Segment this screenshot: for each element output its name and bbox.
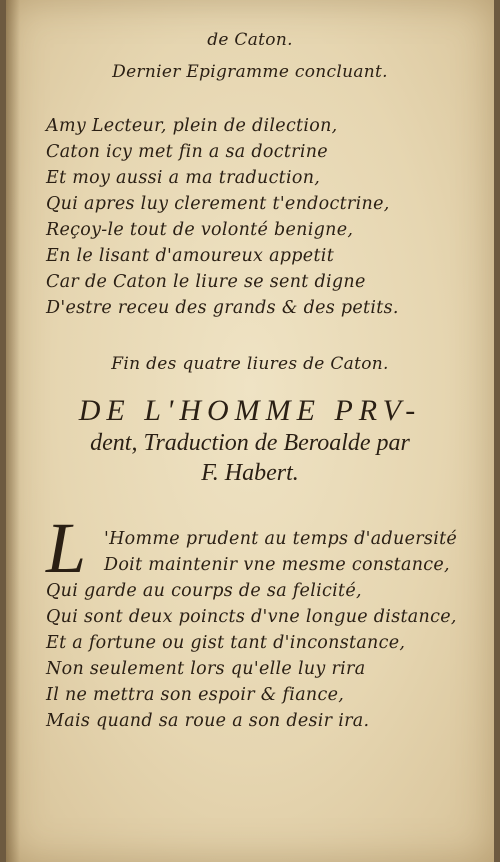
chapter-heading-line: dent, Traduction de Beroalde par <box>90 430 410 456</box>
verse-line: Amy Lecteur, plein de dilection, <box>46 116 338 136</box>
chapter-heading-line: DE L'HOMME PRV- <box>78 394 422 427</box>
verse-line: Non seulement lors qu'elle luy rira <box>46 659 366 679</box>
drop-cap: L <box>46 508 87 588</box>
verse-line: Il ne mettra son espoir & fiance, <box>46 685 345 705</box>
verse-line: D'estre receu des grands & des petits. <box>46 298 399 318</box>
colophon: Fin des quatre liures de Caton. <box>111 354 389 374</box>
prudent-man-verse <box>46 526 457 734</box>
chapter-heading-line: F. Habert. <box>201 460 299 486</box>
chapter-heading <box>6 394 494 488</box>
book-page <box>6 0 494 862</box>
verse-line: Mais quand sa roue a son desir ira. <box>46 711 370 731</box>
verse-line: Reçoy-le tout de volonté benigne, <box>46 220 354 240</box>
running-head: de Caton. <box>207 30 293 50</box>
verse-line: Car de Caton le liure se sent digne <box>46 272 366 292</box>
section-title: Dernier Epigramme concluant. <box>112 62 388 82</box>
verse-line: Qui garde au courps de sa felicité, <box>46 581 362 601</box>
verse-line: Caton icy met fin a sa doctrine <box>46 142 328 162</box>
verse-line: En le lisant d'amoureux appetit <box>46 246 335 266</box>
verse-line: Et a fortune ou gist tant d'inconstance, <box>46 633 406 653</box>
verse-line: Et moy aussi a ma traduction, <box>46 168 321 188</box>
closing-epigram <box>46 113 399 321</box>
verse-line: Qui sont deux poincts d'vne longue distance, <box>46 607 457 627</box>
verse-line: 'Homme prudent au temps d'aduersité <box>104 529 458 549</box>
verse-line: Qui apres luy clerement t'endoctrine, <box>46 194 390 214</box>
verse-line: Doit maintenir vne mesme constance, <box>104 555 450 575</box>
